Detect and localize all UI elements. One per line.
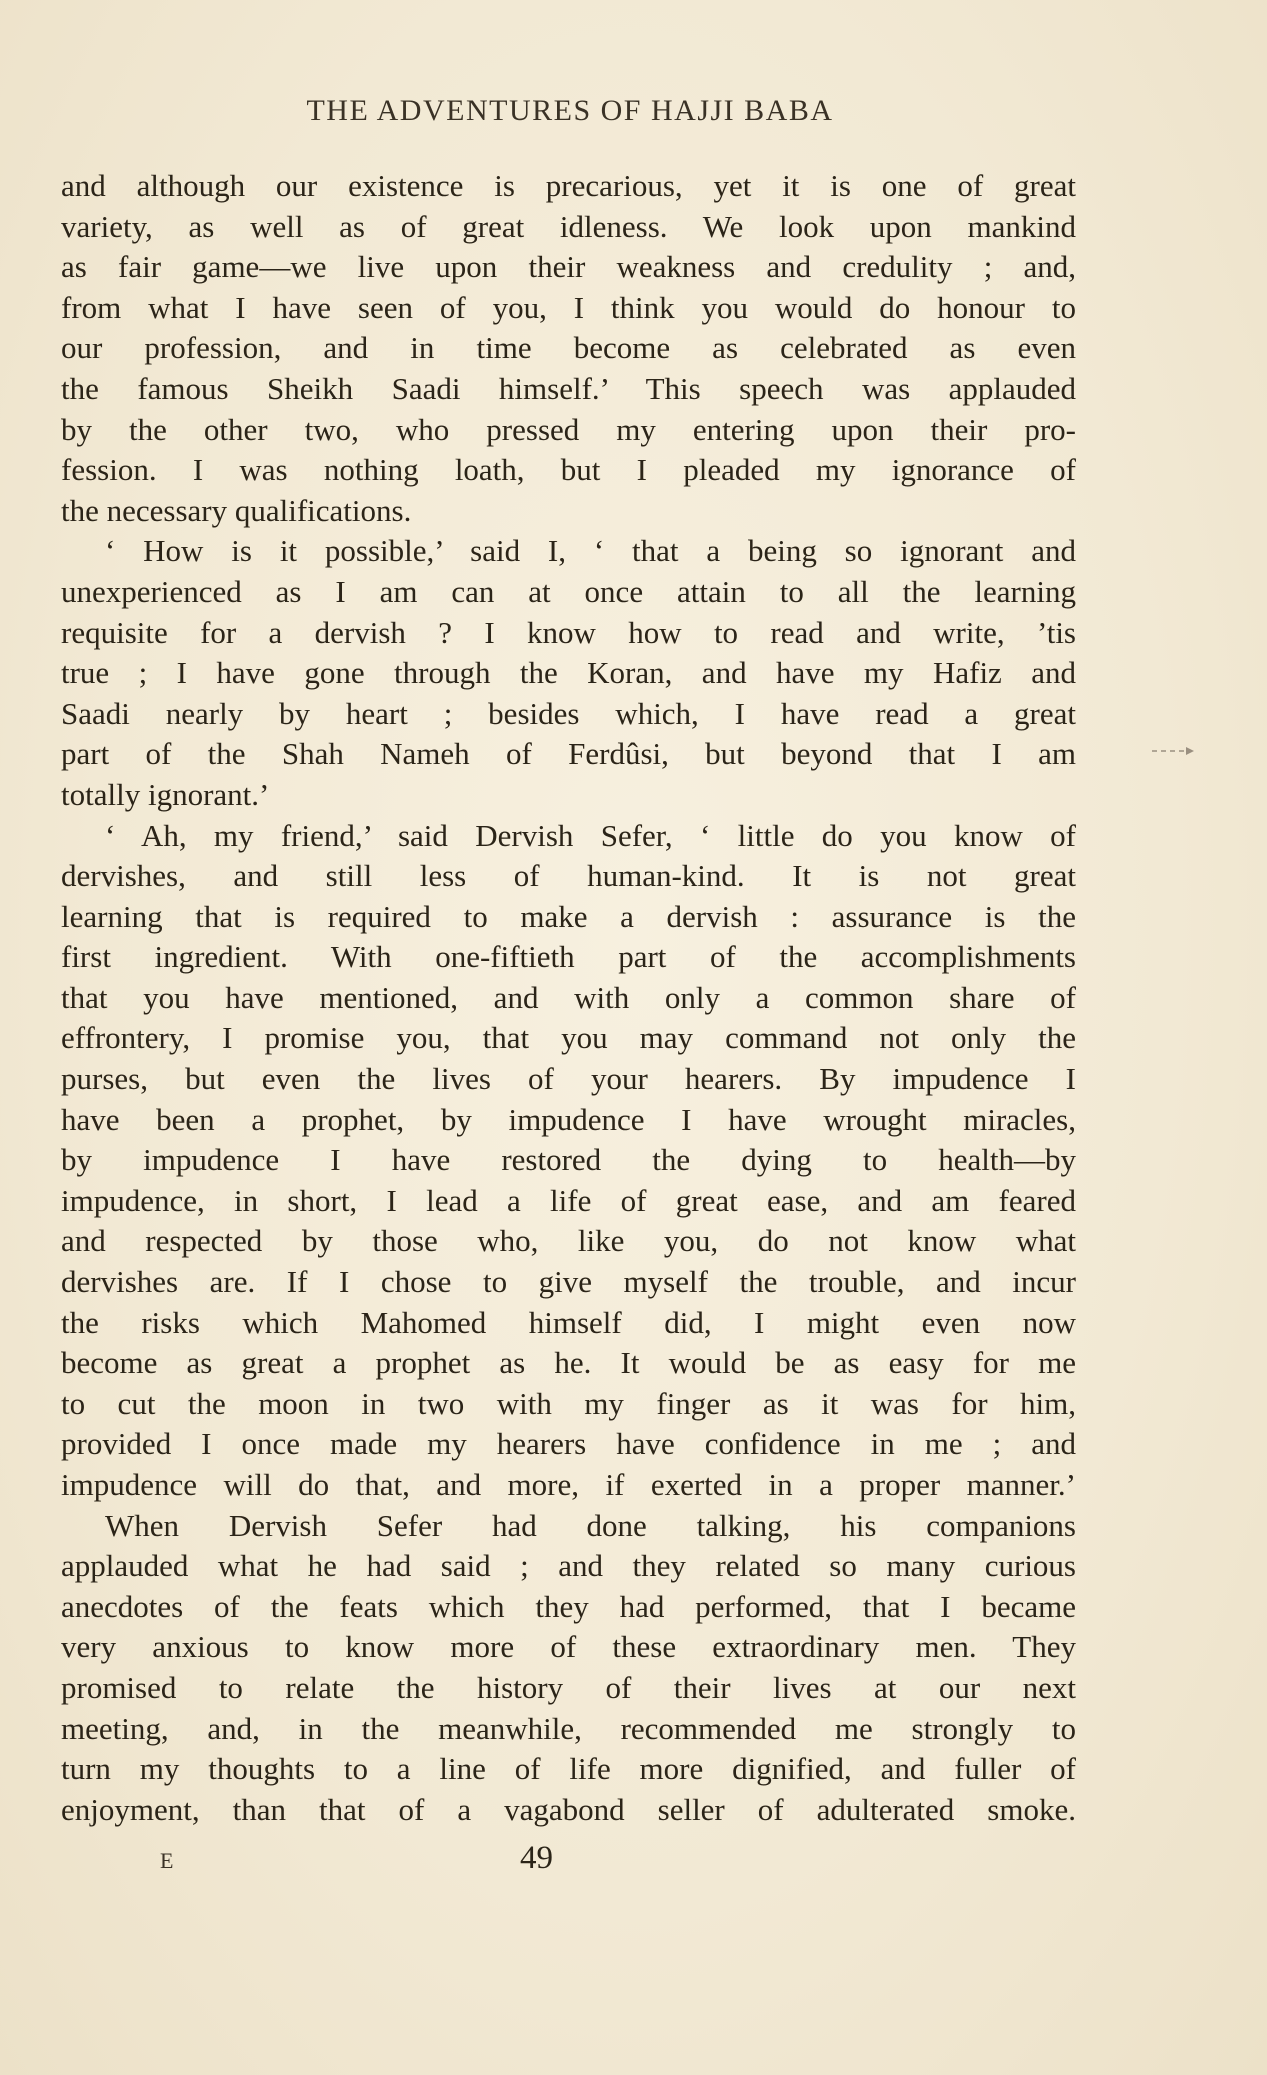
text-line: requisite for a dervish ? I know how to read and write, ’tis xyxy=(61,614,1076,650)
text-line: and respected by those who, like you, do not know what xyxy=(61,1223,1076,1259)
text-line: meeting, and, in the meanwhile, recommended me strongly to xyxy=(61,1710,1076,1746)
text-line: enjoyment, than that of a vagabond seller of adulterated smoke. xyxy=(61,1791,1076,1827)
text-line: true ; I have gone through the Koran, and have my Hafiz and xyxy=(61,655,1076,691)
text-line: part of the Shah Nameh of Ferdûsi, but beyond that I am xyxy=(61,736,1076,772)
text-line: that you have mentioned, and with only a common share of xyxy=(61,979,1076,1015)
paragraph-start-line: ‘ Ah, my friend,’ said Dervish Sefer, ‘ little do you know of xyxy=(105,817,1076,853)
text-line: learning that is required to make a dervish : assurance is the xyxy=(61,898,1076,934)
text-line: fession. I was nothing loath, but I pleaded my ignorance of xyxy=(61,452,1076,488)
signature-mark: E xyxy=(160,1848,175,1873)
paragraph-start-line: When Dervish Sefer had done talking, his companions xyxy=(105,1507,1076,1543)
text-line: become as great a prophet as he. It would be as easy for me xyxy=(61,1345,1076,1381)
text-line: to cut the moon in two with my finger as it was for him, xyxy=(61,1385,1076,1421)
text-line: unexperienced as I am can at once attain to all the learning xyxy=(61,573,1076,609)
page-number: 49 xyxy=(520,1840,553,1876)
text-line: impudence, in short, I lead a life of great ease, and am feared xyxy=(61,1182,1076,1218)
margin-arrow-icon xyxy=(1150,743,1198,759)
text-line: and although our existence is precarious, yet it is one of great xyxy=(61,168,1076,203)
text-line: the necessary qualifications. xyxy=(61,492,412,528)
body-text xyxy=(61,166,1076,1830)
text-line: turn my thoughts to a line of life more dignified, and fuller of xyxy=(61,1751,1076,1787)
text-line: have been a prophet, by impudence I have wrought miracles, xyxy=(61,1101,1076,1137)
text-line: anecdotes of the feats which they had performed, that I became xyxy=(61,1588,1076,1624)
text-line: impudence will do that, and more, if exerted in a proper manner.’ xyxy=(61,1467,1076,1502)
text-line: as fair game—we live upon their weakness and credulity ; and, xyxy=(61,249,1076,285)
text-line: totally ignorant.’ xyxy=(61,776,270,812)
text-line: dervishes, and still less of human-kind. It is not great xyxy=(61,858,1076,894)
text-line: purses, but even the lives of your hearers. By impudence I xyxy=(61,1061,1076,1097)
text-line: our profession, and in time become as celebrated as even xyxy=(61,330,1076,366)
text-line: the famous Sheikh Saadi himself.’ This speech was applauded xyxy=(61,370,1076,406)
text-line: the risks which Mahomed himself did, I might even now xyxy=(61,1304,1076,1340)
text-line: applauded what he had said ; and they related so many curious xyxy=(61,1548,1076,1584)
text-line: by the other two, who pressed my entering upon their pro- xyxy=(61,411,1076,447)
running-head: THE ADVENTURES OF HAJJI BABA xyxy=(306,94,834,127)
text-line: very anxious to know more of these extraordinary men. They xyxy=(61,1629,1076,1665)
text-line: by impudence I have restored the dying to health—by xyxy=(61,1142,1076,1178)
text-line: promised to relate the history of their lives at our next xyxy=(61,1669,1076,1705)
text-line: provided I once made my hearers have confidence in me ; and xyxy=(61,1426,1076,1462)
text-line: variety, as well as of great idleness. We look upon mankind xyxy=(61,208,1076,244)
text-line: first ingredient. With one-fiftieth part of the accomplishments xyxy=(61,939,1076,975)
text-line: effrontery, I promise you, that you may command not only the xyxy=(61,1020,1076,1056)
paragraph-start-line: ‘ How is it possible,’ said I, ‘ that a being so ignorant and xyxy=(105,533,1076,569)
text-line: dervishes are. If I chose to give myself the trouble, and incur xyxy=(61,1264,1076,1300)
text-line: Saadi nearly by heart ; besides which, I have read a great xyxy=(61,695,1076,731)
text-line: from what I have seen of you, I think you would do honour to xyxy=(61,289,1076,325)
